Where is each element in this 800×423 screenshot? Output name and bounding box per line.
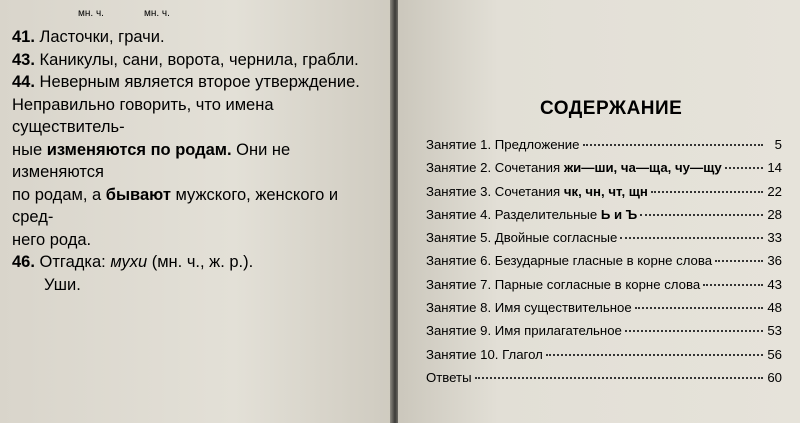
answer-text: него рода.	[12, 230, 92, 249]
answer-text: Неверным является второе утверждение.	[39, 73, 360, 91]
dot-leader	[725, 166, 763, 169]
toc-page-number: 5	[774, 137, 782, 152]
toc-entry	[426, 370, 782, 393]
answer-text: по родам, а	[12, 185, 106, 204]
dot-leader	[475, 376, 763, 379]
dot-leader	[635, 306, 763, 309]
answer-text: (мн. ч., ж. р.).	[147, 253, 254, 271]
answer-text: Отгадка:	[39, 253, 111, 271]
toc-entry	[426, 323, 782, 346]
toc-entry	[426, 277, 782, 300]
dot-leader	[546, 353, 763, 356]
toc-entry	[426, 230, 782, 253]
answer-text: Уши.	[44, 275, 81, 294]
dot-leader	[640, 213, 763, 216]
toc-entry-bold: чк, чн, чт, щн	[563, 183, 648, 199]
answer-41	[12, 26, 382, 49]
toc-page-number: 36	[767, 253, 782, 269]
toc-entry-label: Занятие 6. Безударные гласные в корне слова	[426, 253, 713, 269]
toc-entry	[426, 137, 782, 160]
answers-text	[12, 8, 382, 296]
dot-leader	[703, 283, 763, 286]
toc-entry-label: Занятие 7. Парные согласные в корне слова	[426, 276, 701, 292]
toc-entry-label: Занятие 5. Двойные согласные	[426, 230, 618, 246]
toc-page-number: 60	[767, 369, 782, 385]
answer-number: 46.	[12, 253, 35, 271]
answer-44	[12, 71, 382, 251]
toc-entry	[426, 300, 782, 323]
answer-extra	[12, 274, 382, 297]
toc-entry-label: Занятие 8. Имя существительное	[426, 300, 632, 316]
dot-leader	[625, 329, 763, 332]
dot-leader	[583, 143, 763, 146]
answer-text: Каникулы, сани, ворота, чернила, грабли.	[39, 50, 359, 69]
answer-text: Ласточки, грачи.	[39, 28, 165, 46]
answer-43	[12, 49, 382, 72]
answer-number: 43.	[12, 50, 35, 69]
toc-entry-label: Занятие 1. Предложение	[426, 137, 580, 152]
answer-text: мужского, женского и сред-	[12, 185, 339, 226]
toc-page-number: 48	[767, 300, 782, 316]
table-of-contents	[426, 137, 782, 393]
answer-46	[12, 251, 382, 274]
toc-entry-label: Занятие 4. Разделительные	[426, 206, 601, 222]
contents-title: СОДЕРЖАНИЕ	[540, 98, 683, 119]
toc-entry-bold: жи—ши, ча—ща, чу—щу	[563, 160, 722, 176]
answer-number: 41.	[12, 28, 35, 46]
toc-page-number: 33	[767, 230, 782, 246]
toc-page-number: 43	[767, 276, 782, 292]
answer-number: 44.	[12, 73, 35, 91]
plural-mark: мн. ч.	[143, 8, 170, 19]
toc-entry	[426, 160, 782, 183]
toc-entry	[426, 184, 782, 207]
column-marks	[78, 8, 382, 20]
toc-page-number: 22	[767, 183, 782, 199]
toc-entry-label: Занятие 2. Сочетания	[426, 160, 564, 176]
answer-text: Они не изменяются	[12, 140, 291, 181]
dot-leader	[651, 190, 763, 193]
toc-entry-bold: Ь и Ъ	[600, 206, 638, 222]
toc-page-number: 53	[767, 323, 782, 339]
answer-text: Неправильно говорить, что имена существитель-	[12, 95, 274, 136]
toc-entry-label: Ответы	[426, 369, 472, 385]
toc-entry	[426, 207, 782, 230]
toc-entry	[426, 253, 782, 276]
dot-leader	[715, 259, 763, 262]
toc-entry	[426, 347, 782, 370]
italic-answer: мухи	[110, 253, 148, 271]
plural-mark: мн. ч.	[78, 8, 104, 19]
toc-entry-label: Занятие 3. Сочетания	[426, 183, 564, 199]
toc-entry-label: Занятие 9. Имя прилагательное	[426, 323, 622, 339]
toc-page-number: 14	[767, 160, 782, 176]
emphasis-text: изменяются по родам.	[46, 140, 232, 159]
answer-text: ные	[12, 140, 47, 159]
emphasis-text: бывают	[105, 185, 171, 204]
dot-leader	[620, 236, 763, 239]
toc-entry-label: Занятие 10. Глагол	[426, 346, 543, 362]
toc-page-number: 28	[767, 206, 782, 222]
toc-page-number: 56	[767, 346, 782, 362]
